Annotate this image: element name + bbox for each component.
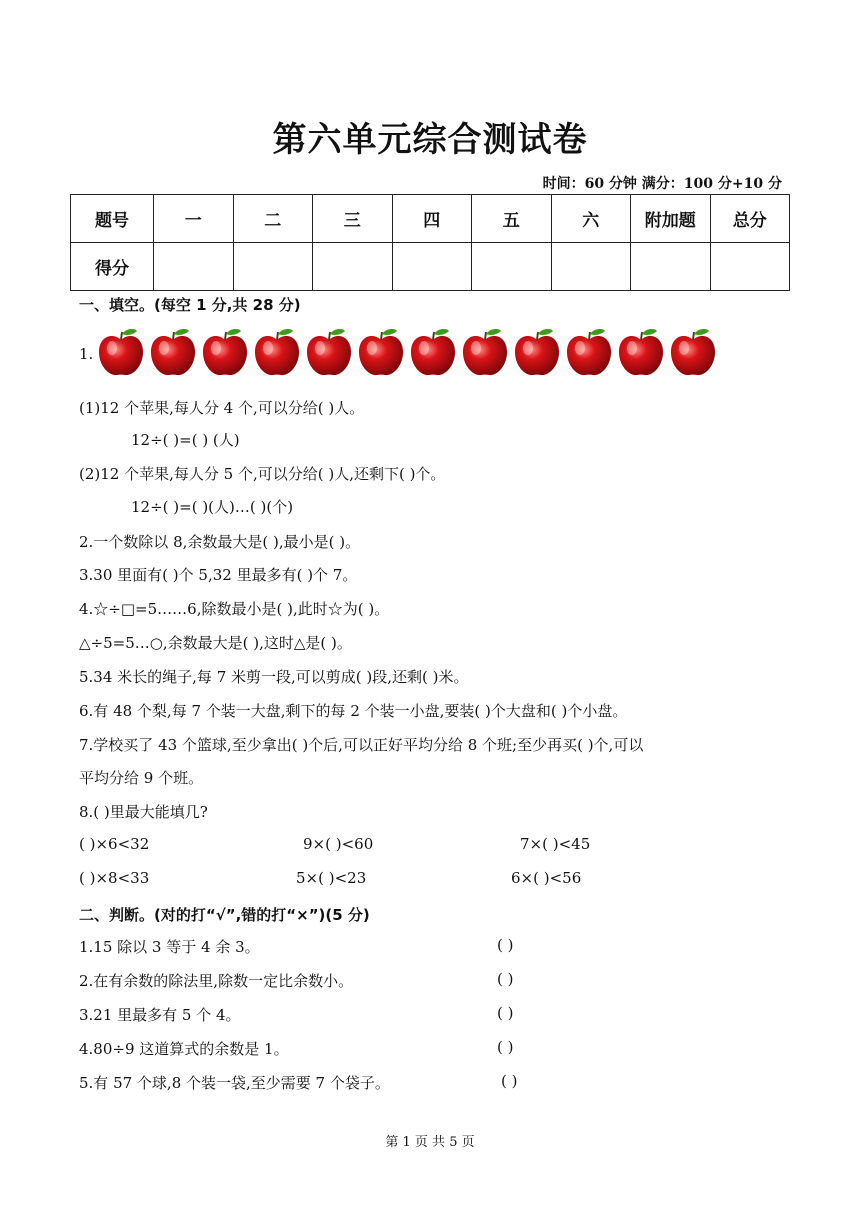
score-table: [70, 194, 790, 291]
inequality: ( )×6<32: [79, 835, 150, 853]
score-input-cell[interactable]: [313, 243, 393, 291]
apple-icon: [95, 326, 147, 378]
question-text: 8.( )里最大能填几?: [79, 803, 208, 821]
page-footer: 第 1 页 共 5 页: [385, 1135, 475, 1150]
score-input-cell[interactable]: [710, 243, 790, 291]
question-text: 12÷( )=( ) (人): [131, 431, 240, 449]
apple-group: [95, 326, 719, 382]
judge-blank[interactable]: ( ): [497, 1038, 514, 1056]
judge-item: 5.有 57 个球,8 个装一袋,至少需要 7 个袋子。: [79, 1074, 390, 1092]
page-title: 第六单元综合测试卷: [272, 120, 588, 160]
apple-row: [79, 328, 719, 380]
score-input-cell[interactable]: [631, 243, 711, 291]
apple-icon: [615, 326, 667, 378]
question-number: 1.: [79, 345, 94, 363]
score-input-cell[interactable]: [233, 243, 313, 291]
question-text: 2.一个数除以 8,余数最大是( ),最小是( )。: [79, 533, 361, 551]
table-cell: 六: [551, 195, 631, 243]
judge-blank[interactable]: ( ): [497, 1004, 514, 1022]
table-cell: 四: [392, 195, 472, 243]
table-cell: 总分: [710, 195, 790, 243]
score-input-cell[interactable]: [551, 243, 631, 291]
score-input-cell[interactable]: [392, 243, 472, 291]
apple-icon: [355, 326, 407, 378]
question-text: 12÷( )=( )(人)…( )(个): [131, 498, 294, 516]
table-cell: 三: [313, 195, 393, 243]
question-text: 5.34 米长的绳子,每 7 米剪一段,可以剪成( )段,还剩( )米。: [79, 668, 469, 686]
question-text: (1)12 个苹果,每人分 4 个,可以分给( )人。: [79, 399, 365, 417]
table-row: [71, 195, 790, 243]
question-text: 6.有 48 个梨,每 7 个装一大盘,剩下的每 2 个装一小盘,要装( )个大盘和( )个小盘。: [79, 702, 628, 720]
inequality: 5×( )<23: [296, 869, 367, 887]
apple-icon: [303, 326, 355, 378]
apple-icon: [563, 326, 615, 378]
judge-item: 4.80÷9 这道算式的余数是 1。: [79, 1040, 289, 1058]
table-cell: 得分: [71, 243, 154, 291]
inequality: ( )×8<33: [79, 869, 150, 887]
judge-item: 3.21 里最多有 5 个 4。: [79, 1006, 241, 1024]
judge-item: 2.在有余数的除法里,除数一定比余数小。: [79, 972, 354, 990]
inequality: 7×( )<45: [520, 835, 591, 853]
judge-item: 1.15 除以 3 等于 4 余 3。: [79, 938, 260, 956]
apple-icon: [407, 326, 459, 378]
question-text: 3.30 里面有( )个 5,32 里最多有( )个 7。: [79, 566, 358, 584]
question-text: △÷5=5…○,余数最大是( ),这时△是( )。: [79, 634, 352, 652]
apple-icon: [251, 326, 303, 378]
apple-icon: [667, 326, 719, 378]
apple-icon: [199, 326, 251, 378]
table-cell: 一: [154, 195, 234, 243]
apple-icon: [459, 326, 511, 378]
question-text: (2)12 个苹果,每人分 5 个,可以分给( )人,还剩下( )个。: [79, 465, 446, 483]
judge-blank[interactable]: ( ): [497, 936, 514, 954]
question-text: 4.☆÷□=5……6,除数最小是( ),此时☆为( )。: [79, 600, 390, 618]
section-heading-fill-blank: 一、填空。(每空 1 分,共 28 分): [79, 296, 301, 314]
table-cell: 二: [233, 195, 313, 243]
inequality: 6×( )<56: [511, 869, 582, 887]
question-text: 7.学校买了 43 个篮球,至少拿出( )个后,可以正好平均分给 8 个班;至少再买( )个,可以: [79, 736, 644, 754]
judge-blank[interactable]: ( ): [497, 970, 514, 988]
table-row: [71, 243, 790, 291]
section-heading-true-false: 二、判断。(对的打“√”,错的打“×”)(5 分): [79, 906, 370, 924]
table-cell: 五: [472, 195, 552, 243]
inequality: 9×( )<60: [303, 835, 374, 853]
apple-icon: [147, 326, 199, 378]
score-input-cell[interactable]: [154, 243, 234, 291]
apple-icon: [511, 326, 563, 378]
table-cell: 题号: [71, 195, 154, 243]
judge-blank[interactable]: ( ): [501, 1072, 518, 1090]
table-cell: 附加题: [631, 195, 711, 243]
score-input-cell[interactable]: [472, 243, 552, 291]
time-score-info: 时间：60 分钟 满分：100 分+10 分: [542, 176, 782, 192]
question-text: 平均分给 9 个班。: [79, 769, 204, 787]
